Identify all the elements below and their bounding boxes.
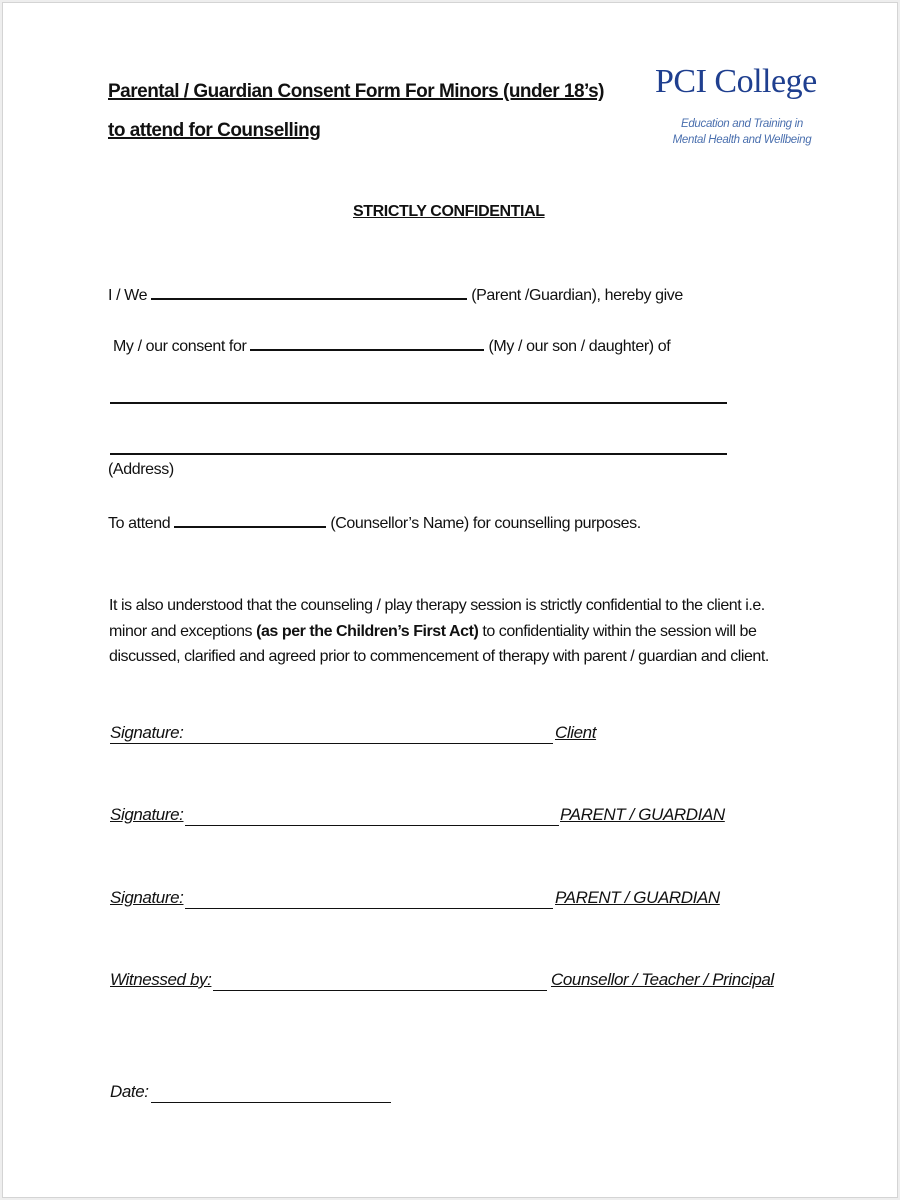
consent-line-child-prefix: My / our consent for xyxy=(113,338,247,355)
consent-line-child xyxy=(113,335,670,356)
address-label: (Address) xyxy=(108,461,174,478)
child-name-field[interactable] xyxy=(250,335,484,351)
signature-label: Signature: xyxy=(110,723,184,742)
date-field[interactable] xyxy=(151,1102,391,1103)
signature-field-client[interactable] xyxy=(110,743,553,744)
signature-label: Signature: xyxy=(110,888,184,907)
document-page xyxy=(2,2,898,1198)
consent-line-counsellor-suffix: (Counsellor’s Name) for counselling purposes. xyxy=(330,515,641,532)
signature-role: Client xyxy=(555,723,597,742)
paragraph-bold: (as per the Children’s First Act) xyxy=(256,622,479,640)
consent-line-counsellor xyxy=(108,512,641,533)
witness-signature-field[interactable] xyxy=(213,990,547,991)
signature-role: PARENT / GUARDIAN xyxy=(560,805,725,824)
signature-field-parent-1[interactable] xyxy=(185,825,559,826)
consent-line-counsellor-prefix: To attend xyxy=(108,515,171,532)
signature-label: Signature: xyxy=(110,805,184,824)
confidential-heading: STRICTLY CONFIDENTIAL xyxy=(353,203,545,220)
date-label: Date: xyxy=(110,1082,149,1101)
consent-line-parent xyxy=(108,284,683,305)
confidentiality-paragraph xyxy=(109,593,799,670)
paragraph-part2: to confidentiality within the session will be discussed, clarified and agreed prior to commencement of therapy with parent / guardian and client. xyxy=(109,622,769,665)
signature-role: PARENT / GUARDIAN xyxy=(555,888,720,907)
counsellor-name-field[interactable] xyxy=(174,512,326,528)
witness-role: Counsellor / Teacher / Principal xyxy=(551,970,774,989)
logo-tagline-line1: Education and Training in xyxy=(680,118,804,130)
consent-line-parent-suffix: (Parent /Guardian), hereby give xyxy=(471,287,683,304)
logo-name: PCI College xyxy=(655,63,817,100)
parent-name-field[interactable] xyxy=(151,284,467,300)
consent-line-parent-prefix: I / We xyxy=(108,287,148,304)
address-field-line1[interactable] xyxy=(110,402,727,404)
address-field-line2[interactable] xyxy=(110,453,727,455)
paragraph-part1: It is also understood that the counseling / play therapy session is strictly confidential to the client i.e. minor and exceptions xyxy=(109,597,765,640)
witness-label: Witnessed by: xyxy=(110,970,212,989)
signature-field-parent-2[interactable] xyxy=(185,908,553,909)
consent-line-child-suffix: (My / our son / daughter) of xyxy=(488,338,671,355)
form-title-line2: to attend for Counselling xyxy=(108,120,321,141)
logo-tagline-line2: Mental Health and Wellbeing xyxy=(672,134,812,146)
form-title-line1: Parental / Guardian Consent Form For Minors (under 18’s) xyxy=(108,81,604,102)
